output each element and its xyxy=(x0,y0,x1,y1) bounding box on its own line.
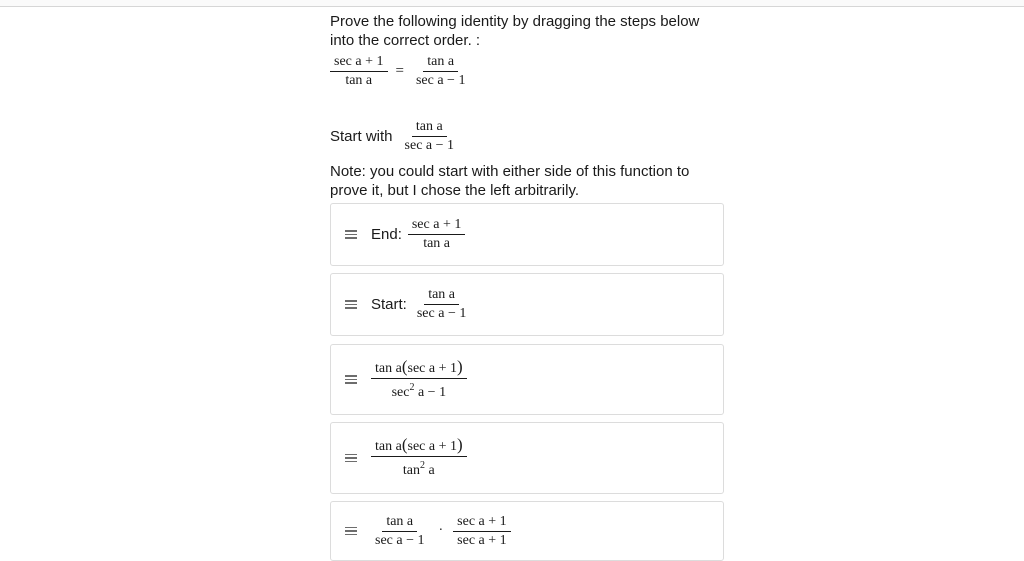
drag-handle-icon[interactable] xyxy=(345,375,357,384)
numerator-factor: tan a xyxy=(375,360,402,376)
numerator-group: sec a + 1 xyxy=(407,360,457,376)
numerator-factor: tan a xyxy=(375,439,402,454)
question-panel xyxy=(330,12,730,200)
step-fraction-2 xyxy=(453,514,511,549)
step-denominator: tan a xyxy=(423,236,451,251)
start-with-label: Start with xyxy=(330,128,393,145)
open-paren: ( xyxy=(401,356,408,376)
drag-handle-icon[interactable] xyxy=(345,527,357,536)
step-numerator xyxy=(371,437,467,457)
step-card-start[interactable] xyxy=(330,273,724,336)
step-card-tan-squared[interactable] xyxy=(330,422,724,494)
start-with-row xyxy=(330,119,730,154)
identity-rhs-numerator: tan a xyxy=(423,54,458,72)
step-numerator: tan a xyxy=(424,287,459,305)
step-fraction-1 xyxy=(371,514,429,549)
identity-equation xyxy=(330,54,730,89)
step-label: End: xyxy=(371,226,402,243)
identity-lhs-denominator: tan a xyxy=(345,73,373,88)
equals-sign: = xyxy=(395,63,404,79)
fraction-2-numerator: sec a + 1 xyxy=(453,514,511,532)
start-numerator: tan a xyxy=(412,119,447,137)
exponent: 2 xyxy=(420,460,426,471)
numerator-group: sec a + 1 xyxy=(407,439,457,454)
note-text xyxy=(330,162,730,200)
question-text-line-1: Prove the following identity by dragging the steps below xyxy=(330,13,700,30)
step-numerator xyxy=(371,356,467,379)
identity-lhs xyxy=(330,54,388,89)
fraction-1-numerator: tan a xyxy=(382,514,417,532)
denominator-rest: a xyxy=(428,463,435,478)
close-paren: ) xyxy=(457,435,463,454)
identity-lhs-numerator: sec a + 1 xyxy=(330,54,388,72)
multiply-dot: · xyxy=(438,523,444,538)
open-paren: ( xyxy=(401,435,408,454)
start-with-expression xyxy=(401,119,459,154)
step-expression xyxy=(408,217,466,252)
step-denominator xyxy=(399,457,439,479)
step-label: Start: xyxy=(371,296,407,313)
fraction-2-denominator: sec a + 1 xyxy=(457,532,507,548)
start-denominator: sec a − 1 xyxy=(404,138,455,153)
fraction-1-denominator: sec a − 1 xyxy=(375,532,425,548)
step-denominator: sec a − 1 xyxy=(416,306,467,321)
denominator-func: sec xyxy=(391,384,410,400)
drag-handle-icon[interactable] xyxy=(345,454,357,463)
step-card-end[interactable] xyxy=(330,203,724,266)
denominator-func: tan xyxy=(402,463,421,478)
note-line-1: Note: you could start with either side of this function to xyxy=(330,163,690,180)
exponent: 2 xyxy=(409,381,415,393)
drag-handle-icon[interactable] xyxy=(345,300,357,309)
drag-handle-icon[interactable] xyxy=(345,230,357,239)
step-numerator: sec a + 1 xyxy=(408,217,466,235)
step-denominator xyxy=(388,379,451,401)
identity-rhs-denominator: sec a − 1 xyxy=(415,73,466,88)
step-card-sec-squared[interactable] xyxy=(330,344,724,415)
step-card-conjugate[interactable] xyxy=(330,501,724,561)
top-border xyxy=(0,0,1024,7)
question-text-line-2: into the correct order. : xyxy=(330,32,481,49)
note-line-2: prove it, but I chose the left arbitrarily. xyxy=(330,182,580,199)
step-expression xyxy=(413,287,471,322)
identity-rhs xyxy=(412,54,470,89)
step-expression xyxy=(371,356,467,401)
close-paren: ) xyxy=(457,356,463,376)
step-expression xyxy=(371,437,467,479)
denominator-rest: a − 1 xyxy=(417,384,447,400)
